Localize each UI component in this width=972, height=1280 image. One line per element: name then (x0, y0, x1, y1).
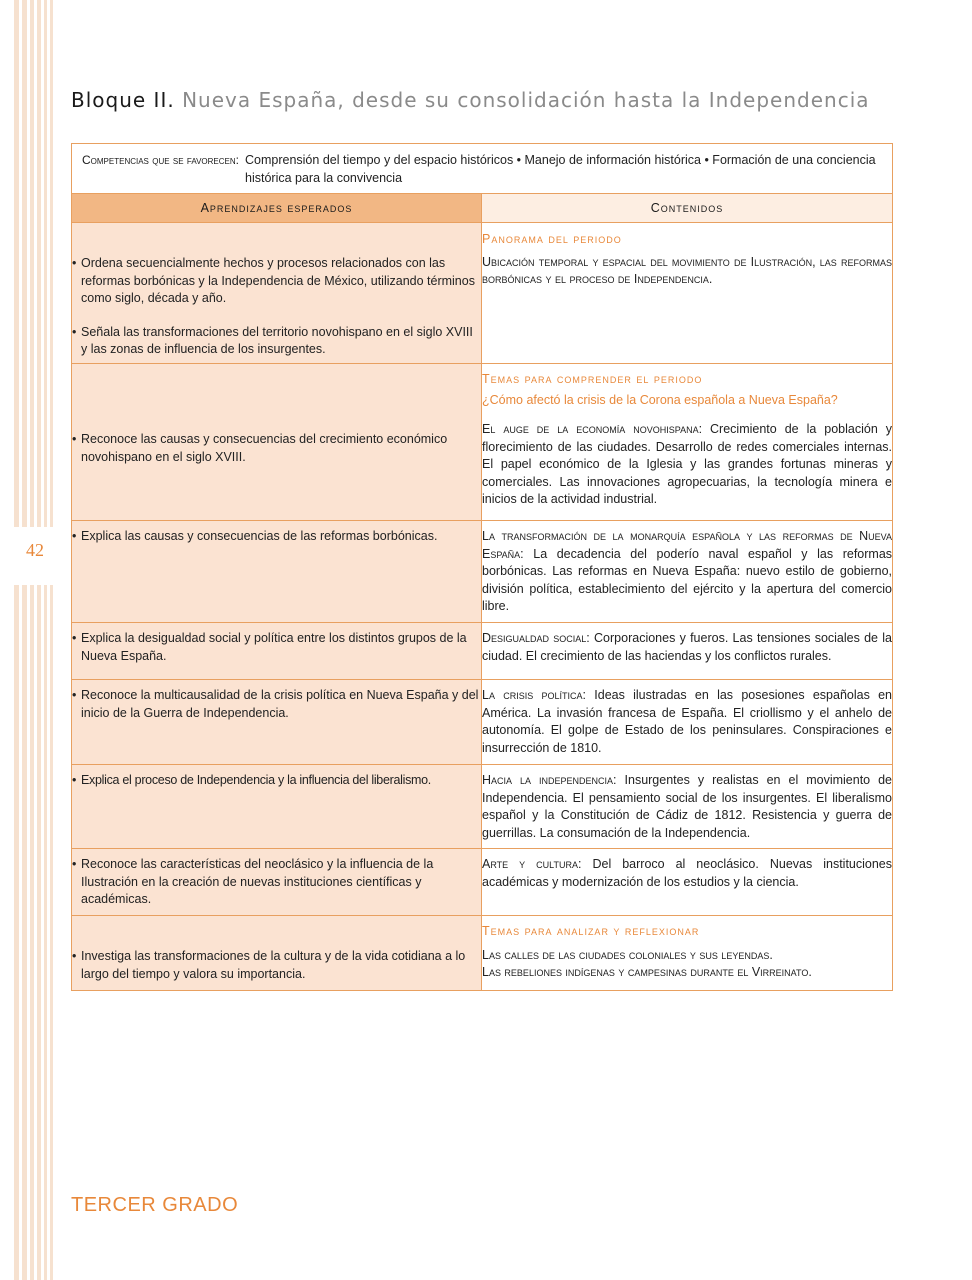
list-item: • Reconoce las características del neoclásico y la influencia de la Ilustración en la creación de nuevas instituciones científicas y académicas. (72, 857, 434, 906)
list-item: • Explica el proceso de Independencia y la influencia del liberalismo. (72, 773, 431, 787)
aprendizajes-cell (72, 765, 482, 849)
competencias-label: Competencias que se favorecen: (82, 153, 239, 167)
contenidos-cell (482, 623, 893, 680)
list-item: • Ordena secuencialmente hechos y procesos relacionados con las reformas borbónicas y la Independencia de México, utilizando términos como siglo, década y año. (72, 256, 475, 305)
competencias-row (72, 144, 893, 194)
contenidos-cell (482, 849, 893, 916)
list-item: • Investiga las transformaciones de la cultura y de la vida cotidiana a lo largo del tiempo y valora su importancia. (72, 949, 466, 981)
block-subtitle: Nueva España, desde su consolidación hasta la Independencia (182, 88, 870, 112)
section-heading: Panorama del periodo (482, 232, 622, 246)
content-paragraph: El auge de la economía novohispana: Crecimiento de la población y florecimiento de las ciudades. Desarrollo de redes comerciales internas. El papel económico de la Iglesia y las grandes fortunas mineras y comerciales. Las innovaciones agropecuarias, la tecnología minera e inicios de la actividad industrial. (482, 422, 893, 506)
table-row (72, 223, 893, 364)
aprendizajes-cell (72, 364, 482, 521)
contenidos-cell (482, 680, 893, 765)
footer-grade: TERCER GRADO (71, 1194, 239, 1216)
list-item: • Reconoce las causas y consecuencias del crecimiento económico novohispano en el siglo XVIII. (72, 432, 448, 464)
section-heading: Temas para comprender el periodo (482, 372, 703, 386)
content-paragraph: La crisis política: Ideas ilustradas en las posesiones españolas en América. La invasión francesa de España. El criollismo y el anhelo de autonomía. El golpe de Estado de los peninsulares. Conspiraciones e insurrección de 1810. (482, 688, 893, 755)
guiding-question: ¿Cómo afectó la crisis de la Corona española a Nueva España? (482, 392, 838, 407)
list-item: • Reconoce la multicausalidad de la crisis política en Nueva España y del inicio de la Guerra de Independencia. (72, 688, 479, 720)
contenidos-cell (482, 916, 893, 991)
list-item: • Explica la desigualdad social y política entre los distintos grupos de la Nueva España. (72, 631, 467, 663)
aprendizajes-cell (72, 521, 482, 623)
content-line: Las rebeliones indígenas y campesinas durante el Virreinato. (482, 965, 812, 979)
contenidos-cell (482, 765, 893, 849)
aprendizajes-cell (72, 623, 482, 680)
table-row (72, 849, 893, 916)
content-title: Ubicación temporal y espacial del movimiento de Ilustración, las reformas borbónicas y el proceso de Independencia. (482, 254, 893, 286)
table-row (72, 521, 893, 623)
competencias-text: Comprensión del tiempo y del espacio históricos • Manejo de información histórica • Formación de una conciencia histórica para la convivencia (245, 153, 876, 185)
table-row (72, 680, 893, 765)
aprendizajes-cell (72, 223, 482, 364)
aprendizajes-cell (72, 849, 482, 916)
list-item: • Señala las transformaciones del territorio novohispano en el siglo XVIII y las zonas de influencia de los insurgentes. (72, 324, 473, 356)
contenidos-cell (482, 521, 893, 623)
page-title (71, 88, 870, 112)
decorative-margin-stripes (0, 0, 60, 1280)
table-row (72, 623, 893, 680)
content-paragraph: Arte y cultura: Del barroco al neoclásico. Nuevas instituciones académicas y modernización de los estudios y la ciencia. (482, 857, 892, 889)
contenidos-cell (482, 223, 893, 364)
block-label: Bloque II. (71, 88, 175, 112)
table-row (72, 765, 893, 849)
column-header-contenidos: Contenidos (482, 194, 893, 223)
page-number: 42 (26, 540, 44, 560)
table-header-row (72, 194, 893, 223)
content-paragraph: Desigualdad social: Corporaciones y fueros. Las tensiones sociales de la ciudad. El crecimiento de las haciendas y los conflictos rurales. (482, 631, 892, 663)
program-table (71, 143, 893, 991)
content-line: Las calles de las ciudades coloniales y sus leyendas. (482, 947, 773, 962)
aprendizajes-cell (72, 680, 482, 765)
content-paragraph: La transformación de la monarquía española y las reformas de Nueva España: La decadencia del poderío naval español y las reformas borbónicas. Las reformas en Nueva España: nuevo estilo de gobierno, división política, establecimiento del ejército y la apertura del comercio libre. (482, 529, 893, 613)
table-row (72, 916, 893, 991)
section-heading: Temas para analizar y reflexionar (482, 924, 700, 938)
list-item: • Explica las causas y consecuencias de las reformas borbónicas. (72, 529, 438, 543)
content-paragraph: Hacia la independencia: Insurgentes y realistas en el movimiento de Independencia. El pensamiento social de los insurgentes. El liberalismo español y la Constitución de Cádiz de 1812. Resistencia y guerra de guerrillas. La consumación de la Independencia. (482, 773, 893, 840)
aprendizajes-cell (72, 916, 482, 991)
column-header-aprendizajes: Aprendizajes esperados (72, 194, 482, 223)
contenidos-cell (482, 364, 893, 521)
table-row (72, 364, 893, 521)
